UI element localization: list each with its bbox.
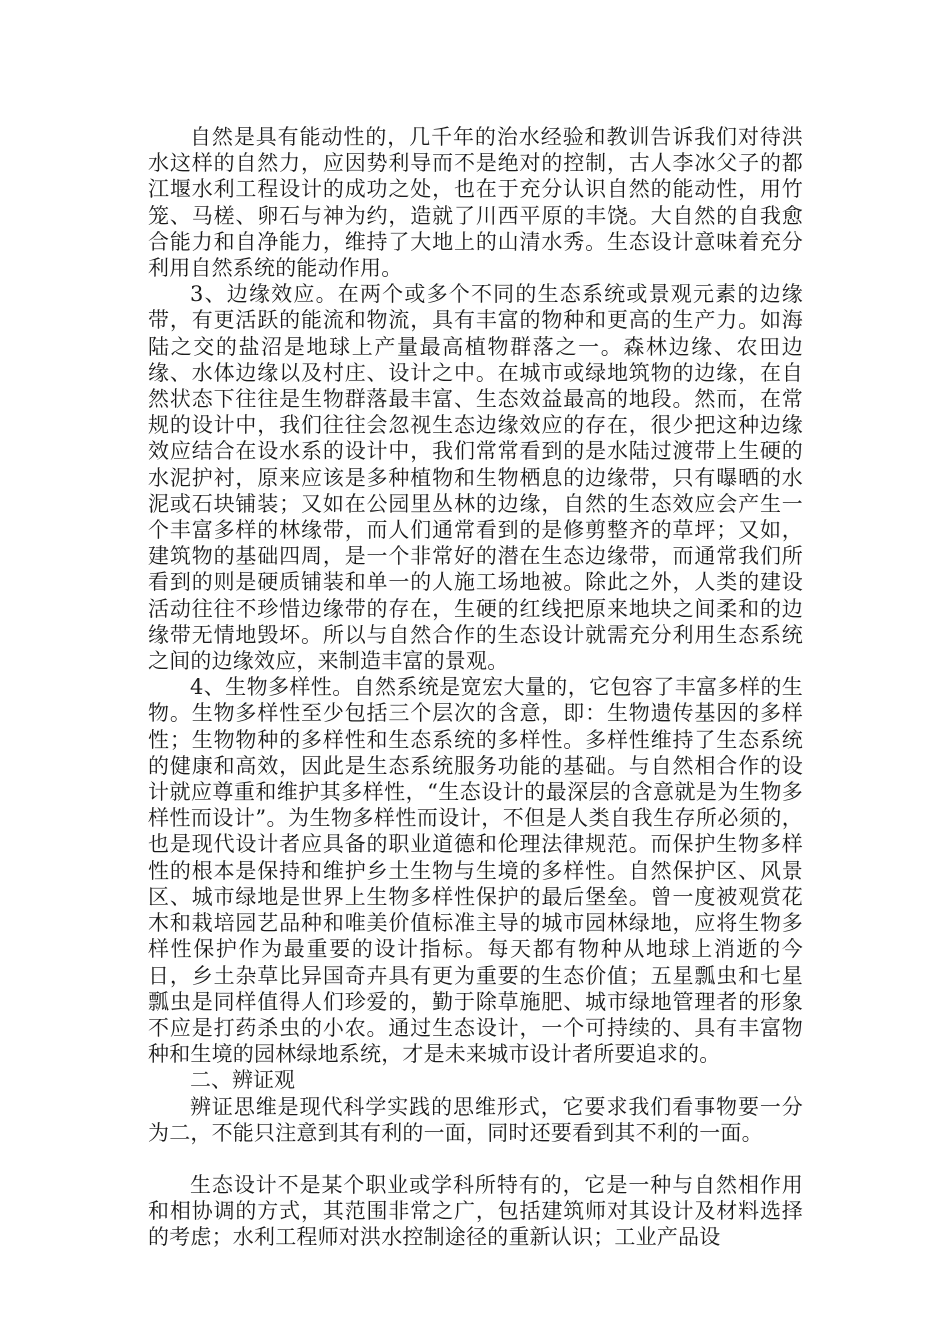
paragraph-nature-agency: 自然是具有能动性的，几千年的治水经验和教训告诉我们对待洪水这样的自然力，应因势利导而不是绝对的控制，古人李冰父子的都江堰水利工程设计的成功之处，也在于充分认识自然的能动性，用竹笼、马槎、卵石与神为约，造就了川西平原的丰饶。大自然的自我愈合能力和自净能力，维持了大地上的山清水秀。生态设计意味着充分利用自然系统的能动作用。	[148, 125, 803, 281]
document-page	[148, 124, 803, 1251]
paragraph-biodiversity: 4、生物多样性。自然系统是宽宏大量的，它包容了丰富多样的生物。生物多样性至少包括三个层次的含意，即：生物遗传基因的多样性；生物物种的多样性和生态系统的多样性。多样性维持了生态系统的健康和高效，因此是生态系统服务功能的基础。与自然相合作的设计就应尊重和维护其多样性，“生态设计的最深层的含意就是为生物多样性而设计”。为生物多样性而设计，不但是人类自我生存所必须的，也是现代设计者应具备的职业道德和伦理法律规范。而保护生物多样性的根本是保持和维护乡土生物与生境的多样性。自然保护区、风景区、城市绿地是世界上生物多样性保护的最后堡垒。曾一度被观赏花木和栽培园艺品种和唯美价值标准主导的城市园林绿地，应将生物多样性保护作为最重要的设计指标。每天都有物种从地球上消逝的今日，乡土杂草比异国奇卉具有更为重要的生态价值；五星瓢虫和七星瓢虫是同样值得人们珍爱的，勤于除草施肥、城市绿地管理者的形象不应是打药杀虫的小农。通过生态设计，一个可持续的、具有丰富物种和生境的园林绿地系统，才是未来城市设计者所要追求的。	[148, 675, 803, 1067]
paragraph-gap	[148, 1146, 803, 1172]
paragraph-dialectic: 辨证思维是现代科学实践的思维形式，它要求我们看事物要一分为二，不能只注意到其有利的一面，同时还要看到其不利的一面。	[148, 1094, 803, 1145]
section-heading: 二、辨证观	[190, 1068, 295, 1093]
paragraph-ecological-design: 生态设计不是某个职业或学科所特有的，它是一种与自然相作用和相协调的方式，其范围非常之广，包括建筑师对其设计及材料选择的考虑；水利工程师对洪水控制途径的重新认识；工业产品设	[148, 1172, 803, 1250]
paragraph-edge-effect: 3、边缘效应。在两个或多个不同的生态系统或景观元素的边缘带，有更活跃的能流和物流，具有丰富的物种和更高的生产力。如海陆之交的盐沼是地球上产量最高植物群落之一。森林边缘、农田边缘、水体边缘以及村庄、设计之中。在城市或绿地筑物的边缘，在自然状态下往往是生物群落最丰富、生态效益最高的地段。然而，在常规的设计中，我们往往会忽视生态边缘效应的存在，很少把这种边缘效应结合在设水系的设计中，我们常常看到的是水陆过渡带上生硬的水泥护衬，原来应该是多种植物和生物栖息的边缘带，只有曝晒的水泥或石块铺装；又如在公园里丛林的边缘，自然的生态效应会产生一个丰富多样的林缘带，而人们通常看到的是修剪整齐的草坪；又如，建筑物的基础四周，是一个非常好的潜在生态边缘带，而通常我们所看到的则是硬质铺装和单一的人施工场地被。除此之外，人类的建设活动往往不珍惜边缘带的存在，生硬的红线把原来地块之间柔和的边缘带无情地毁坏。所以与自然合作的生态设计就需充分利用生态系统之间的边缘效应，来制造丰富的景观。	[148, 282, 803, 674]
